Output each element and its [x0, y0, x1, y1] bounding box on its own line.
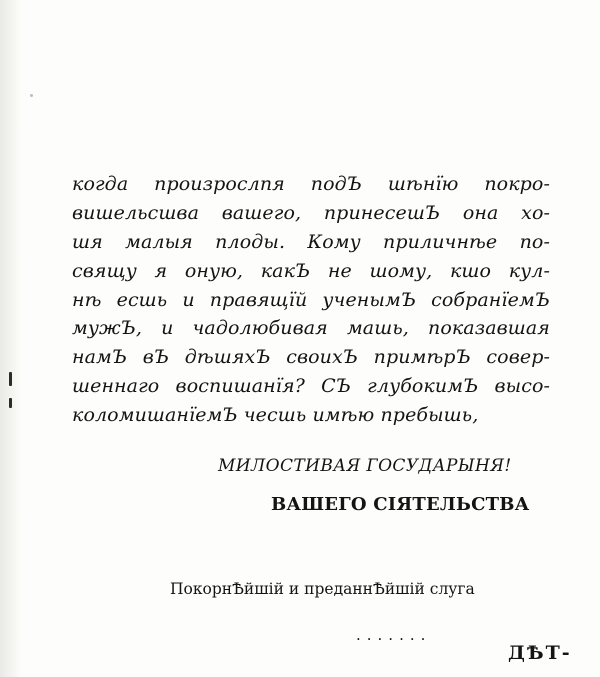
catchword: ДѢТ- — [508, 642, 572, 664]
body-line: вишельсшва вашего, принесешЪ она хо- — [72, 201, 550, 224]
body-line: шеннаго воспишанїя? СЪ глубокимЪ высо- — [72, 375, 550, 398]
closing-line: ПокорнѢйшій и преданнѢйшій слуга — [170, 580, 475, 598]
binding-mark — [9, 398, 12, 408]
body-line: свящу я оную, какЪ не шому, кшо кул- — [72, 259, 550, 282]
salutation: МИЛОСТИВАЯ ГОСУДАРЫНЯ! — [218, 456, 512, 476]
binding-mark — [9, 372, 12, 386]
body-line: нѣ есшь и правящїй ученымЪ собранїемЪ — [72, 288, 550, 311]
signature-dots: ....... — [356, 626, 432, 644]
body-line: мужЪ, и чадолюбивая машь, показавшая — [72, 317, 550, 340]
body-line: коломишанїемЪ чесшь имѣю пребышь, — [72, 404, 479, 427]
paper-speck — [30, 94, 33, 97]
page-binding-edge — [0, 0, 22, 677]
excellency-heading: ВАШЕГО СІЯТЕЛЬСТВА — [271, 494, 530, 515]
body-line: шя малыя плоды. Кому приличнѣе по- — [72, 230, 550, 253]
body-line: намЪ вЪ дѣшяхЪ своихЪ примѣрЪ совер- — [72, 346, 550, 369]
body-line: когда произрослпя подЪ шѣнїю покро- — [72, 173, 550, 195]
dedication-body — [72, 170, 550, 430]
